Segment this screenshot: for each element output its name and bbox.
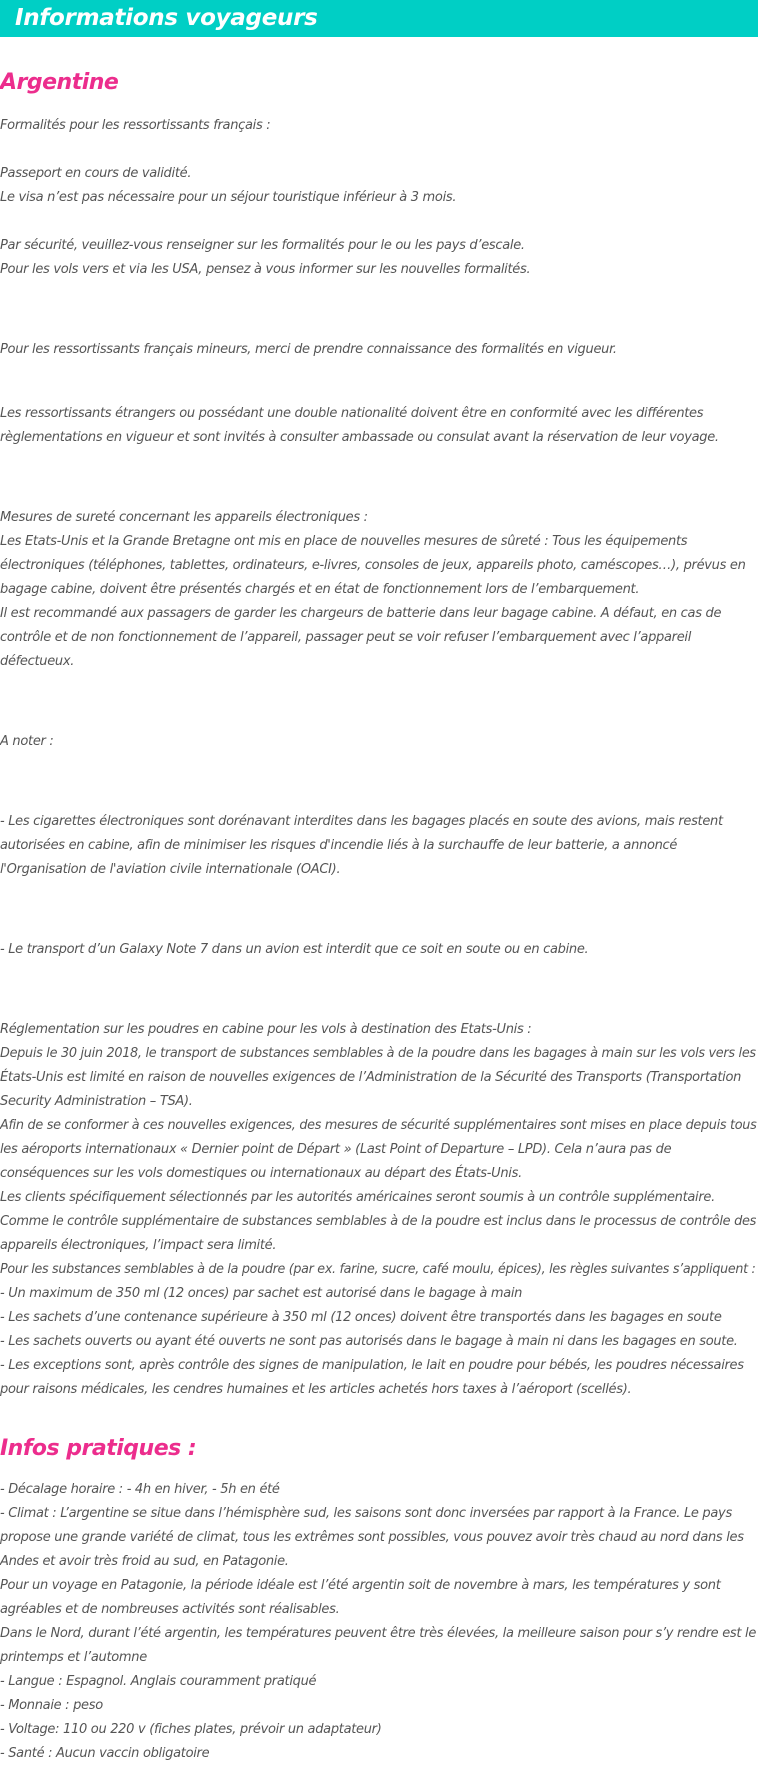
poudre-text-14: - Les exceptions sont, après contrôle des signes de manipulation, le lait en poudre pour bébés, les poudres nécessaires bbox=[0, 1358, 744, 1373]
etrangers-text-2: règlementations en vigueur et sont invités à consulter ambassade ou consulat avant la réservation de leur voyage. bbox=[0, 430, 719, 445]
cigarettes-text-3: l'Organisation de l'aviation civile internationale (OACI). bbox=[0, 862, 341, 877]
poudre-text-9: appareils électroniques, l’impact sera limité. bbox=[0, 1238, 277, 1253]
surete-text-1: Les Etats-Unis et la Grande Bretagne ont mis en place de nouvelles mesures de sûreté : Tous les équipements bbox=[0, 534, 688, 549]
passeport-text: Passeport en cours de validité. bbox=[0, 166, 192, 181]
visa-text: Le visa n’est pas nécessaire pour un séjour touristique inférieur à 3 mois. bbox=[0, 190, 457, 205]
etrangers-text-1: Les ressortissants étrangers ou possédant une double nationalité doivent être en conformité avec les différentes bbox=[0, 406, 704, 421]
a-noter-title: A noter : bbox=[0, 734, 54, 749]
patagonie-text-1: Pour un voyage en Patagonie, la période idéale est l’été argentin soit de novembre à mars, les températures y sont bbox=[0, 1578, 721, 1593]
langue-text: - Langue : Espagnol. Anglais couramment pratiqué bbox=[0, 1674, 317, 1689]
surete-text-2: électroniques (téléphones, tablettes, ordinateurs, e-livres, consoles de jeux, appareils photo, caméscopes…), prévus en bbox=[0, 558, 746, 573]
galaxy-text: - Le transport d’un Galaxy Note 7 dans un avion est interdit que ce soit en soute ou en cabine. bbox=[0, 942, 589, 957]
climat-text-2: propose une grande variété de climat, tous les extrêmes sont possibles, vous pouvez avoir très chaud au nord dans les bbox=[0, 1530, 744, 1545]
page-title: Informations voyageurs bbox=[15, 5, 318, 31]
cigarettes-text-1: - Les cigarettes électroniques sont dorénavant interdites dans les bagages placés en soute des avions, mais restent bbox=[0, 814, 723, 829]
heading-argentine: Argentine bbox=[0, 70, 119, 95]
surete-text-3: bagage cabine, doivent être présentés chargés et en état de fonctionnement lors de l’embarquement. bbox=[0, 582, 640, 597]
poudre-text-4: Afin de se conformer à ces nouvelles exigences, des mesures de sécurité supplémentaires sont mises en place depuis tous bbox=[0, 1118, 757, 1133]
poudre-text-2: États-Unis est limité en raison de nouvelles exigences de l’Administration de la Sécurité des Transports (Transportation bbox=[0, 1070, 742, 1085]
poudre-title: Réglementation sur les poudres en cabine pour les vols à destination des Etats-Unis : bbox=[0, 1022, 532, 1037]
poudre-text-8: Comme le contrôle supplémentaire de substances semblables à de la poudre est inclus dans le processus de contrôle des bbox=[0, 1214, 757, 1229]
poudre-text-15: pour raisons médicales, les cendres humaines et les articles achetés hors taxes à l’aéroport (scellés). bbox=[0, 1382, 632, 1397]
poudre-text-11: - Un maximum de 350 ml (12 onces) par sachet est autorisé dans le bagage à main bbox=[0, 1286, 523, 1301]
climat-text-1: - Climat : L’argentine se situe dans l’hémisphère sud, les saisons sont donc inversées par rapport à la France. Le pays bbox=[0, 1506, 732, 1521]
decalage-text: - Décalage horaire : - 4h en hiver, - 5h en été bbox=[0, 1482, 280, 1497]
patagonie-text-2: agréables et de nombreuses activités sont réalisables. bbox=[0, 1602, 340, 1617]
poudre-text-3: Security Administration – TSA). bbox=[0, 1094, 193, 1109]
surete-title: Mesures de sureté concernant les appareils électroniques : bbox=[0, 510, 368, 525]
cigarettes-text-2: autorisées en cabine, afin de minimiser les risques d'incendie liés à la surchauffe de leur batterie, a annoncé bbox=[0, 838, 678, 853]
formalites-title: Formalités pour les ressortissants français : bbox=[0, 118, 271, 133]
poudre-text-5: les aéroports internationaux « Dernier point de Départ » (Last Point of Departure – LPD). Cela n’aura pas de bbox=[0, 1142, 672, 1157]
poudre-text-1: Depuis le 30 juin 2018, le transport de substances semblables à de la poudre dans les bagages à main sur les vols vers les bbox=[0, 1046, 756, 1061]
header-banner bbox=[0, 0, 758, 37]
monnaie-text: - Monnaie : peso bbox=[0, 1698, 103, 1713]
usa-text: Pour les vols vers et via les USA, pensez à vous informer sur les nouvelles formalités. bbox=[0, 262, 531, 277]
sante-text: - Santé : Aucun vaccin obligatoire bbox=[0, 1746, 210, 1761]
mineurs-text: Pour les ressortissants français mineurs, merci de prendre connaissance des formalités en vigueur. bbox=[0, 342, 617, 357]
surete-text-4: Il est recommandé aux passagers de garder les chargeurs de batterie dans leur bagage cabine. A défaut, en cas de bbox=[0, 606, 722, 621]
poudre-text-10: Pour les substances semblables à de la poudre (par ex. farine, sucre, café moulu, épices), les règles suivantes s’appliquent : bbox=[0, 1262, 756, 1277]
poudre-text-7: Les clients spécifiquement sélectionnés par les autorités américaines seront soumis à un contrôle supplémentaire. bbox=[0, 1190, 715, 1205]
escale-text: Par sécurité, veuillez-vous renseigner sur les formalités pour le ou les pays d’escale. bbox=[0, 238, 525, 253]
surete-text-5: contrôle et de non fonctionnement de l’appareil, passager peut se voir refuser l’embarquement avec l’appareil bbox=[0, 630, 692, 645]
climat-text-3: Andes et avoir très froid au sud, en Patagonie. bbox=[0, 1554, 289, 1569]
voltage-text: - Voltage: 110 ou 220 v (fiches plates, prévoir un adaptateur) bbox=[0, 1722, 382, 1737]
surete-text-6: défectueux. bbox=[0, 654, 75, 669]
heading-infos-pratiques: Infos pratiques : bbox=[0, 1436, 197, 1461]
nord-text-2: printemps et l’automne bbox=[0, 1650, 147, 1665]
poudre-text-13: - Les sachets ouverts ou ayant été ouverts ne sont pas autorisés dans le bagage à main ni dans les bagages en soute. bbox=[0, 1334, 738, 1349]
poudre-text-12: - Les sachets d’une contenance supérieure à 350 ml (12 onces) doivent être transportés dans les bagages en soute bbox=[0, 1310, 722, 1325]
poudre-text-6: conséquences sur les vols domestiques ou internationaux au départ des États-Unis. bbox=[0, 1166, 522, 1181]
nord-text-1: Dans le Nord, durant l’été argentin, les températures peuvent être très élevées, la meilleure saison pour s’y rendre est le bbox=[0, 1626, 757, 1641]
